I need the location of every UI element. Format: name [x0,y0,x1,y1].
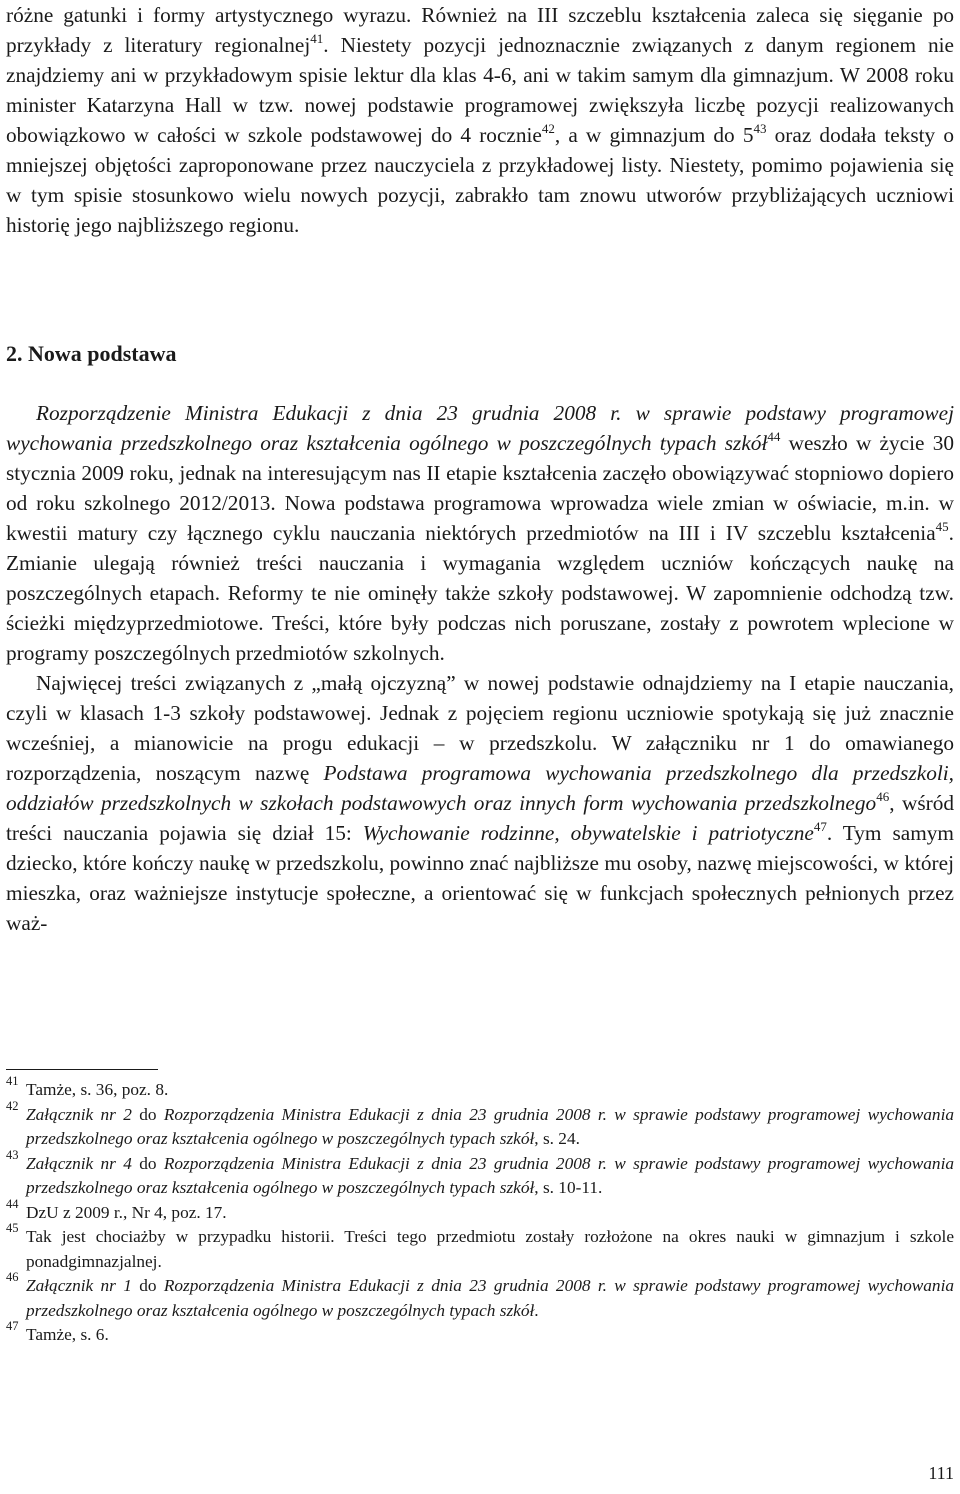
footnote-ref-43[interactable]: 43 [753,120,767,136]
footnote-ref-41[interactable]: 41 [310,30,324,46]
footnote-ref-45[interactable]: 45 [935,518,949,534]
footnote-ref-47[interactable]: 47 [813,818,827,834]
footnote-43 [6,1147,955,1201]
footnote-number: 46 [6,1270,19,1284]
footnote-number: 41 [6,1074,19,1088]
footnote-text: Tak jest chociażby w przypadku historii. Treści tego przedmiotu zostały rozłożone na okres nauki w gimnazjum i szkole ponadgimnazjalnej. [26,1227,954,1271]
footnote-italic: Załącznik nr 1 [26,1276,132,1295]
italic-title: Rozporządzenie Ministra Edukacji z dnia 23 grudnia 2008 r. w sprawie podstawy programowej wychowania przedszkolnego oraz kształcenia ogólnego w poszczególnych typach szkół [6,401,954,455]
footnote-text: , s. 24. [534,1129,580,1148]
footnote-44 [6,1196,954,1226]
footnote-number: 44 [6,1196,19,1211]
footnote-ref-42[interactable]: 42 [541,120,555,136]
footnote-46 [6,1270,955,1323]
body-text [6,0,954,240]
footnote-number: 43 [6,1147,19,1162]
footnote-italic: Załącznik nr 4 [26,1153,132,1173]
page-number: 111 [928,1463,954,1483]
section-heading: 2. Nowa podstawa [6,341,177,366]
footnote-41 [6,1074,954,1103]
text-run: oraz dodała teksty o mniejszej objętości zaproponowane przez nauczyciela z przykładowej listy. Niestety, pomimo pojawienia się w tym spisie stosunkowo wielu nowych pozycji, zabrakło tam znowu utworów przybliżających uczniowi historię jego najbliższego regionu. [6,123,954,237]
text-run: . Zmianie ulegają również treści nauczania i wymagania względem uczniów kończących naukę na poszczególnych etapach. Reformy te nie ominęły także szkoły podstawowej. W zapomnienie odchodzą tzw. ścieżki międzyprzedmiotowe. Treści, które były podczas nich poruszane, zostały z powrotem wplecione w programy poszczególnych przedmiotów szkolnych. [6,521,954,665]
footnote-text: , s. 10-11. [534,1178,603,1197]
text-run: . Niestety pozycji jednoznacznie związanych z danym regionem nie znajdziemy ani w przykładowym spisie lektur dla klas 4-6, ani w takim samym dla gimnazjum. W 2008 roku minister Katarzyna Hall w tzw. nowej podstawie programowej zwiększyła liczbę pozycji realizowanych obowiązkowo w całości w szkole podstawowej do 4 rocznie [6,33,954,147]
footnote-separator [6,1069,158,1070]
text-run: . Tym samym dziecko, które kończy naukę w przedszkolu, powinno znać najbliższe mu osoby, nazwę miejscowości, w której mieszka, oraz ważniejsze instytucje społeczne, a orientować się w funkcjach społecznych pełnionych przez waż- [6,821,954,935]
footnote-number: 47 [6,1319,19,1333]
footnote-text: DzU z 2009 r., Nr 4, poz. 17. [26,1202,227,1222]
italic-title: Podstawa programowa wychowania przedszkolnego dla przedszkoli, oddziałów przedszkolnych w szkołach podstawowych oraz innych form wychowania przedszkolnego [6,761,955,815]
footnotes [6,1074,955,1348]
footnote-italic: Rozporządzenia Ministra Edukacji z dnia 23 grudnia 2008 r. w sprawie podstawy programowej wychowania przedszkolnego oraz kształcenia ogólnego w poszczególnych typach szkół [26,1276,955,1320]
footnote-italic: Załącznik nr 2 [26,1104,132,1124]
footnote-italic: Rozporządzenia Ministra Edukacji z dnia 23 grudnia 2008 r. w sprawie podstawy programowej wychowania przedszkolnego oraz kształcenia ogólnego w poszczególnych typach szkół [26,1153,955,1197]
intro-paragraph [6,0,954,240]
footnote-45 [6,1221,954,1274]
footnote-text: do [131,1153,164,1173]
footnote-ref-46[interactable]: 46 [876,788,890,804]
footnote-number: 42 [6,1098,19,1113]
italic-title: Wychowanie rodzinne, obywatelskie i patriotyczne [362,821,814,845]
text-run: weszło w życie 30 stycznia 2009 roku, jednak na interesującym nas II etapie kształcenia zaczęło obowiązywać stopniowo dopiero od roku szkolnego 2012/2013. Nowa podstawa programowa wprowadza wiele zmian w oświacie, m.in. w kwestii matury czy łącznego cyklu nauczania niektórych przedmiotów na III i IV szczeblu kształcenia [6,431,954,545]
footnote-ref-44[interactable]: 44 [767,428,781,444]
footnote-text: Tamże, s. 36, poz. 8. [26,1080,169,1099]
body-paragraph-2 [6,668,954,938]
section-body [6,398,954,938]
footnote-text: do [131,1104,164,1124]
footnote-47 [6,1319,954,1348]
footnote-number: 45 [6,1221,19,1235]
text-run: , wśród treści nauczania pojawia się dział 15: [6,791,954,845]
footnote-text: . [534,1300,539,1320]
footnote-text: do [131,1276,164,1295]
text-run: Najwięcej treści związanych z „małą ojczyzną” w nowej podstawie odnajdziemy na I etapie nauczania, czyli w klasach 1-3 szkoły podstawowej. Jednak z pojęciem regionu uczniowie spotykają się już znacznie wcześniej, a mianowicie na progu edukacji – w przedszkolu. W załączniku nr 1 do omawianego rozporządzenia, noszącym nazwę [6,671,954,785]
text-run: różne gatunki i formy artystycznego wyrazu. Również na III szczeblu kształcenia zaleca się sięganie po przykłady z literatury regionalnej [6,3,954,57]
text-run: , a w gimnazjum do 5 [554,123,754,147]
footnote-italic: Rozporządzenia Ministra Edukacji z dnia 23 grudnia 2008 r. w sprawie podstawy programowej wychowania przedszkolnego oraz kształcenia ogólnego w poszczególnych typach szkół [26,1104,955,1148]
footnote-42 [6,1098,955,1152]
body-paragraph-1 [6,398,954,668]
footnote-text: Tamże, s. 6. [26,1325,109,1344]
